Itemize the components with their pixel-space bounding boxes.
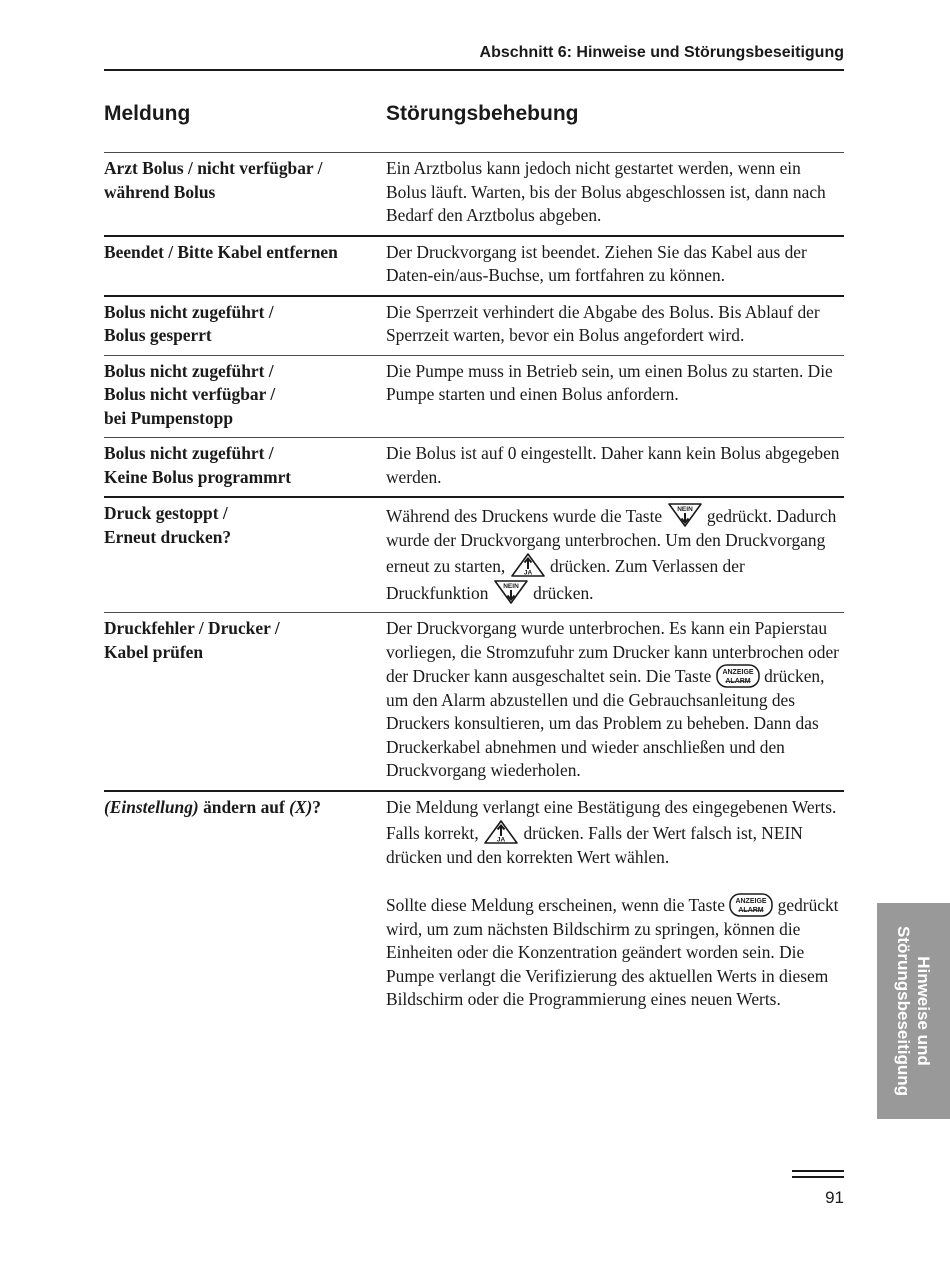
remedy-text: gedrückt wird, um zum nächsten Bildschirm zu springen, können die Einheiten oder die Konzentration geändert worden sein. Die Pumpe verlangt die Verifizierung des aktuellen Werts in diesem Bildschirm oder die Programmierung eines neuen Werts. xyxy=(386,895,839,1009)
remedy-cell: Ein Arztbolus kann jedoch nicht gestartet werden, wenn ein Bolus läuft. Warten, bis der Bolus abgeschlossen ist, dann nach Bedarf den Arztbolus abgeben. xyxy=(386,158,826,225)
page-number: 91 xyxy=(825,1188,844,1207)
message-line: Druckfehler / Drucker / xyxy=(104,618,280,638)
message-cell xyxy=(104,796,386,1012)
remedy-paragraph xyxy=(386,893,844,1012)
yes-key-label: JA xyxy=(496,836,506,844)
message-italic: (Einstellung) xyxy=(104,796,199,817)
message-cell xyxy=(104,502,386,605)
message-line: Bolus nicht zugeführt / xyxy=(104,360,274,381)
message-cell: Arzt Bolus / nicht verfügbar / während Bolus xyxy=(104,158,323,202)
table-row xyxy=(104,790,844,1019)
no-key-icon xyxy=(493,579,529,605)
remedy-text: Sollte diese Meldung erscheinen, wenn die Taste xyxy=(386,895,725,915)
side-tab-line: Hinweise und xyxy=(914,956,933,1066)
table-row xyxy=(104,496,844,612)
message-line: Erneut drucken? xyxy=(104,526,232,547)
remedy-cell xyxy=(386,796,844,1012)
message-text: ändern auf xyxy=(203,796,285,817)
message-cell xyxy=(104,301,386,348)
display-key-label: ANZEIGE xyxy=(722,669,754,676)
footer-rule xyxy=(792,1170,844,1172)
remedy-cell: Die Bolus ist auf 0 eingestellt. Daher kann kein Bolus abgegeben werden. xyxy=(386,443,840,487)
column-heading-remedy: Störungsbehebung xyxy=(386,102,579,125)
message-line: bei Pumpenstopp xyxy=(104,407,234,428)
message-line: Bolus gesperrt xyxy=(104,325,212,345)
side-tab-label xyxy=(893,926,933,1096)
remedy-text: drücken. Falls der Wert falsch ist, NEIN drücken und den korrekten Wert wählen. xyxy=(386,823,803,867)
message-cell xyxy=(104,617,386,783)
table-row xyxy=(104,152,844,235)
remedy-text: drücken. Zum Verlassen der Druckfunktion xyxy=(386,556,745,603)
message-line: Bolus nicht verfügbar / xyxy=(104,384,276,404)
remedy-text: gedrückt. Dadurch wurde der Druckvorgang unterbrochen. Um den Druckvorgang erneut zu starten, xyxy=(386,506,837,576)
table-row xyxy=(104,295,844,355)
message-cell: Beendet / Bitte Kabel entfernen xyxy=(104,241,338,262)
no-key-label: NEIN xyxy=(503,582,519,590)
remedy-text: Während des Druckens wurde die Taste xyxy=(386,506,663,526)
message-line: Bolus nicht zugeführt / xyxy=(104,443,274,463)
table-row xyxy=(104,235,844,295)
remedy-text: Der Druckvorgang wurde unterbrochen. Es kann ein Papierstau vorliegen, die Stromzufuhr zum Drucker kann unterbrochen oder der Drucker kann ausgeschaltet sein. Die Taste xyxy=(386,618,839,686)
message-line: Keine Bolus programmrt xyxy=(104,466,292,487)
remedy-text: drücken. xyxy=(533,582,594,603)
remedy-paragraph xyxy=(386,796,844,870)
alarm-key-label: ALARM xyxy=(725,678,751,685)
table-row xyxy=(104,612,844,790)
remedy-text: drücken, um den Alarm abzustellen und die Gebrauchsanleitung des Druckers konsultieren, um das Problem zu beheben. Dann das Druckerkabel abnehmen und wieder anschließen und den Druckvorgang wiederholen. xyxy=(386,666,825,780)
remedy-cell: Die Pumpe muss in Betrieb sein, um einen Bolus zu starten. Die Pumpe starten und einen Bolus anfordern. xyxy=(386,360,833,404)
header-rule xyxy=(104,69,844,71)
remedy-cell xyxy=(386,502,844,605)
table-row xyxy=(104,437,844,496)
message-line: Druck gestoppt / xyxy=(104,503,228,523)
column-heading-message: Meldung xyxy=(104,102,191,125)
table-row xyxy=(104,355,844,438)
yes-key-icon xyxy=(510,552,546,578)
message-cell xyxy=(104,442,386,489)
side-tab-line: Störungsbeseitigung xyxy=(894,926,913,1096)
display-alarm-key-icon xyxy=(729,893,773,917)
message-line: Kabel prüfen xyxy=(104,641,204,662)
remedy-cell: Der Druckvorgang ist beendet. Ziehen Sie das Kabel aus der Daten-ein/aus-Buchse, um fortfahren zu können. xyxy=(386,241,807,285)
footer-rule xyxy=(792,1176,844,1178)
message-cell xyxy=(104,360,386,431)
yes-key-icon xyxy=(483,819,519,845)
message-text: ? xyxy=(312,796,321,817)
remedy-text: Die Meldung verlangt eine Bestätigung des eingegebenen Werts. Falls korrekt, xyxy=(386,796,837,843)
message-table xyxy=(104,152,844,1019)
no-key-icon xyxy=(667,502,703,528)
remedy-cell xyxy=(386,617,844,783)
message-italic: (X) xyxy=(289,796,313,817)
display-key-label: ANZEIGE xyxy=(735,898,767,905)
alarm-key-label: ALARM xyxy=(738,907,764,914)
running-header: Abschnitt 6: Hinweise und Störungsbeseitigung xyxy=(479,44,844,61)
display-alarm-key-icon xyxy=(716,664,760,688)
message-line: Bolus nicht zugeführt / xyxy=(104,301,274,322)
remedy-cell: Die Sperrzeit verhindert die Abgabe des Bolus. Bis Ablauf der Sperrzeit warten, bevor ein Bolus angefordert wird. xyxy=(386,301,820,345)
yes-key-label: JA xyxy=(523,569,532,577)
no-key-label: NEIN xyxy=(676,506,693,513)
